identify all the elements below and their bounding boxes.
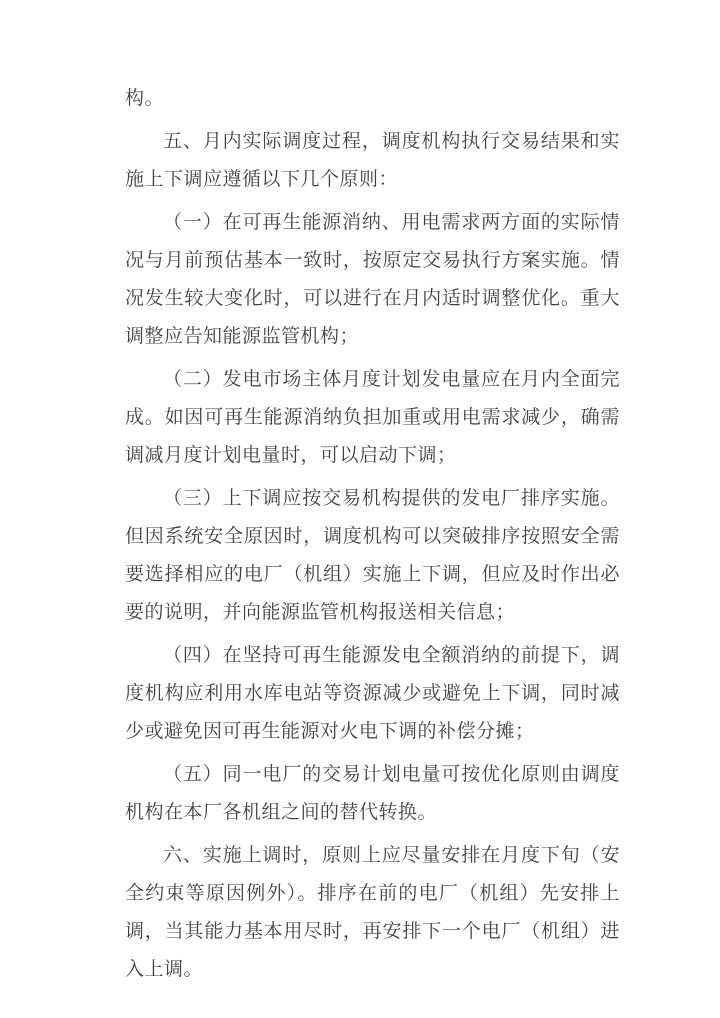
paragraph: （三）上下调应按交易机构提供的发电厂排序实施。但因系统安全原因时，调度机构可以突破排序按照安全需要选择相应的电厂（机组）实施上下调，但应及时作出必要的说明，并向能源监管机构报送相关信息； xyxy=(125,488,620,623)
paragraph: 五、月内实际调度过程，调度机构执行交易结果和实施上下调应遵循以下几个原则： xyxy=(125,131,620,190)
paragraph: （五）同一电厂的交易计划电量可按优化原则由调度机构在本厂各机组之间的替代转换。 xyxy=(125,764,620,823)
paragraph: （一）在可再生能源消纳、用电需求两方面的实际情况与月前预估基本一致时，按原定交易执行方案实施。情况发生较大变化时，可以进行在月内适时调整优化。重大调整应告知能源监管机构； xyxy=(125,212,620,347)
paragraph: （四）在坚持可再生能源发电全额消纳的前提下，调度机构应利用水库电站等资源减少或避免上下调，同时减少或避免因可再生能源对火电下调的补偿分摊； xyxy=(125,645,620,742)
document-body xyxy=(125,80,620,989)
paragraph: 构。 xyxy=(125,88,165,109)
paragraph: 六、实施上调时，原则上应尽量安排在月度下旬（安全约束等原因例外）。排序在前的电厂（机组）先安排上调，当其能力基本用尽时，再安排下一个电厂（机组）进入上调。 xyxy=(125,845,620,980)
paragraph: （二）发电市场主体月度计划发电量应在月内全面完成。如因可再生能源消纳负担加重或用电需求减少，确需调减月度计划电量时，可以启动下调； xyxy=(125,369,620,466)
